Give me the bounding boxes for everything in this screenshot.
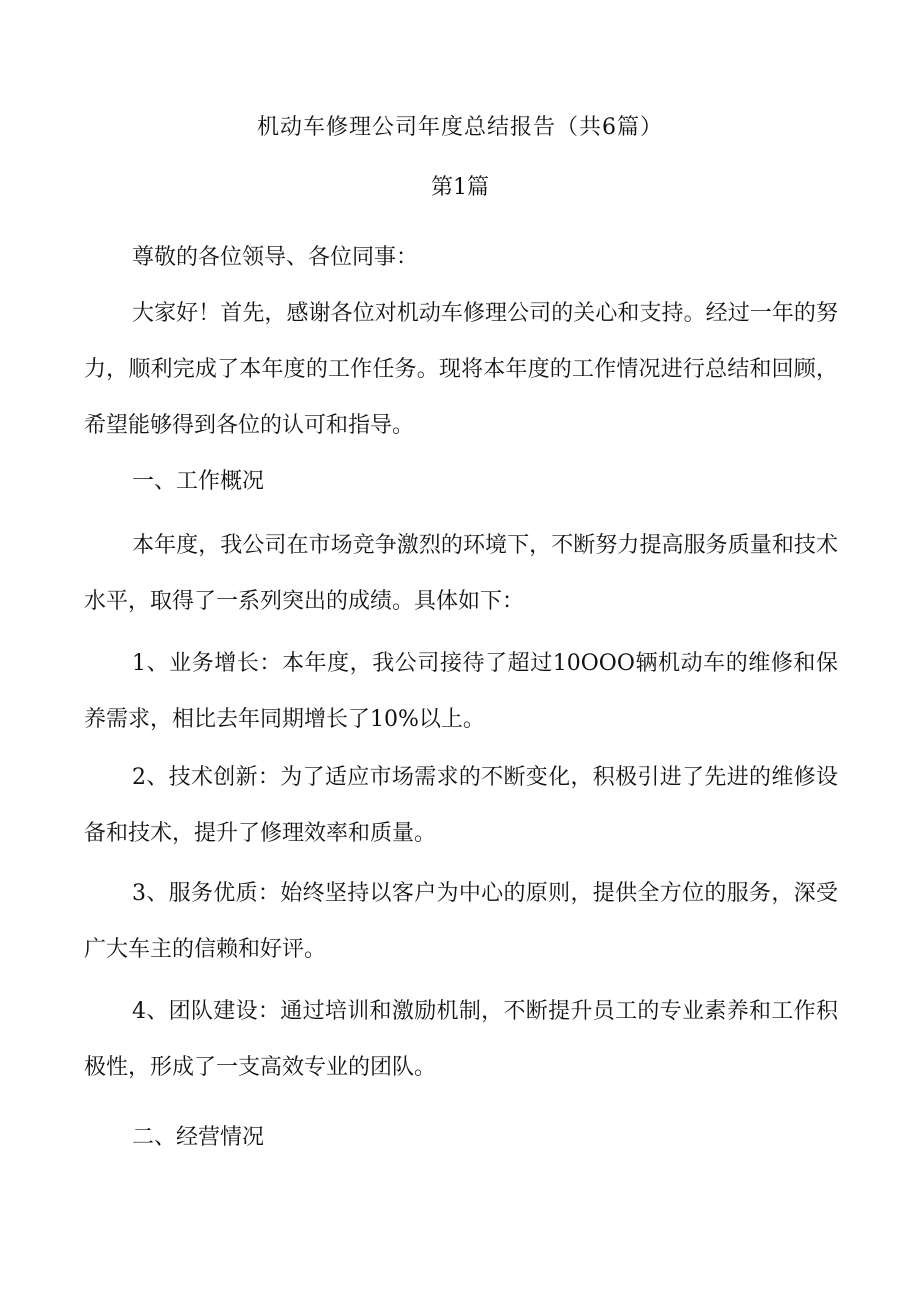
paragraph-overview: 本年度，我公司在市场竞争激烈的环境下，不断努力提高服务质量和技术水平，取得了一系列突出的成绩。具体如下：	[84, 533, 838, 614]
document-subtitle: 第1篇	[431, 175, 489, 200]
list-item-tech-innovation: 2、技术创新：为了适应市场需求的不断变化，积极引进了先进的维修设备和技术，提升了修理效率和质量。	[84, 765, 838, 846]
paragraph-opening: 大家好！首先，感谢各位对机动车修理公司的关心和支持。经过一年的努力，顺利完成了本年度的工作任务。现将本年度的工作情况进行总结和回顾，希望能够得到各位的认可和指导。	[84, 301, 838, 438]
list-item-team-building: 4、团队建设：通过培训和激励机制，不断提升员工的专业素养和工作积极性，形成了一支高效专业的团队。	[84, 999, 838, 1080]
document-title: 机动车修理公司年度总结报告（共6篇）	[257, 115, 663, 140]
section-heading-work-overview: 一、工作概况	[132, 469, 265, 494]
section-heading-operations: 二、经营情况	[132, 1125, 265, 1150]
paragraph-salutation: 尊敬的各位领导、各位同事：	[132, 245, 419, 270]
list-item-service-quality: 3、服务优质：始终坚持以客户为中心的原则，提供全方位的服务，深受广大车主的信赖和好评。	[84, 881, 838, 962]
list-item-business-growth: 1、业务增长：本年度，我公司接待了超过10OOO辆机动车的维修和保养需求，相比去年同期增长了10%以上。	[84, 651, 838, 732]
